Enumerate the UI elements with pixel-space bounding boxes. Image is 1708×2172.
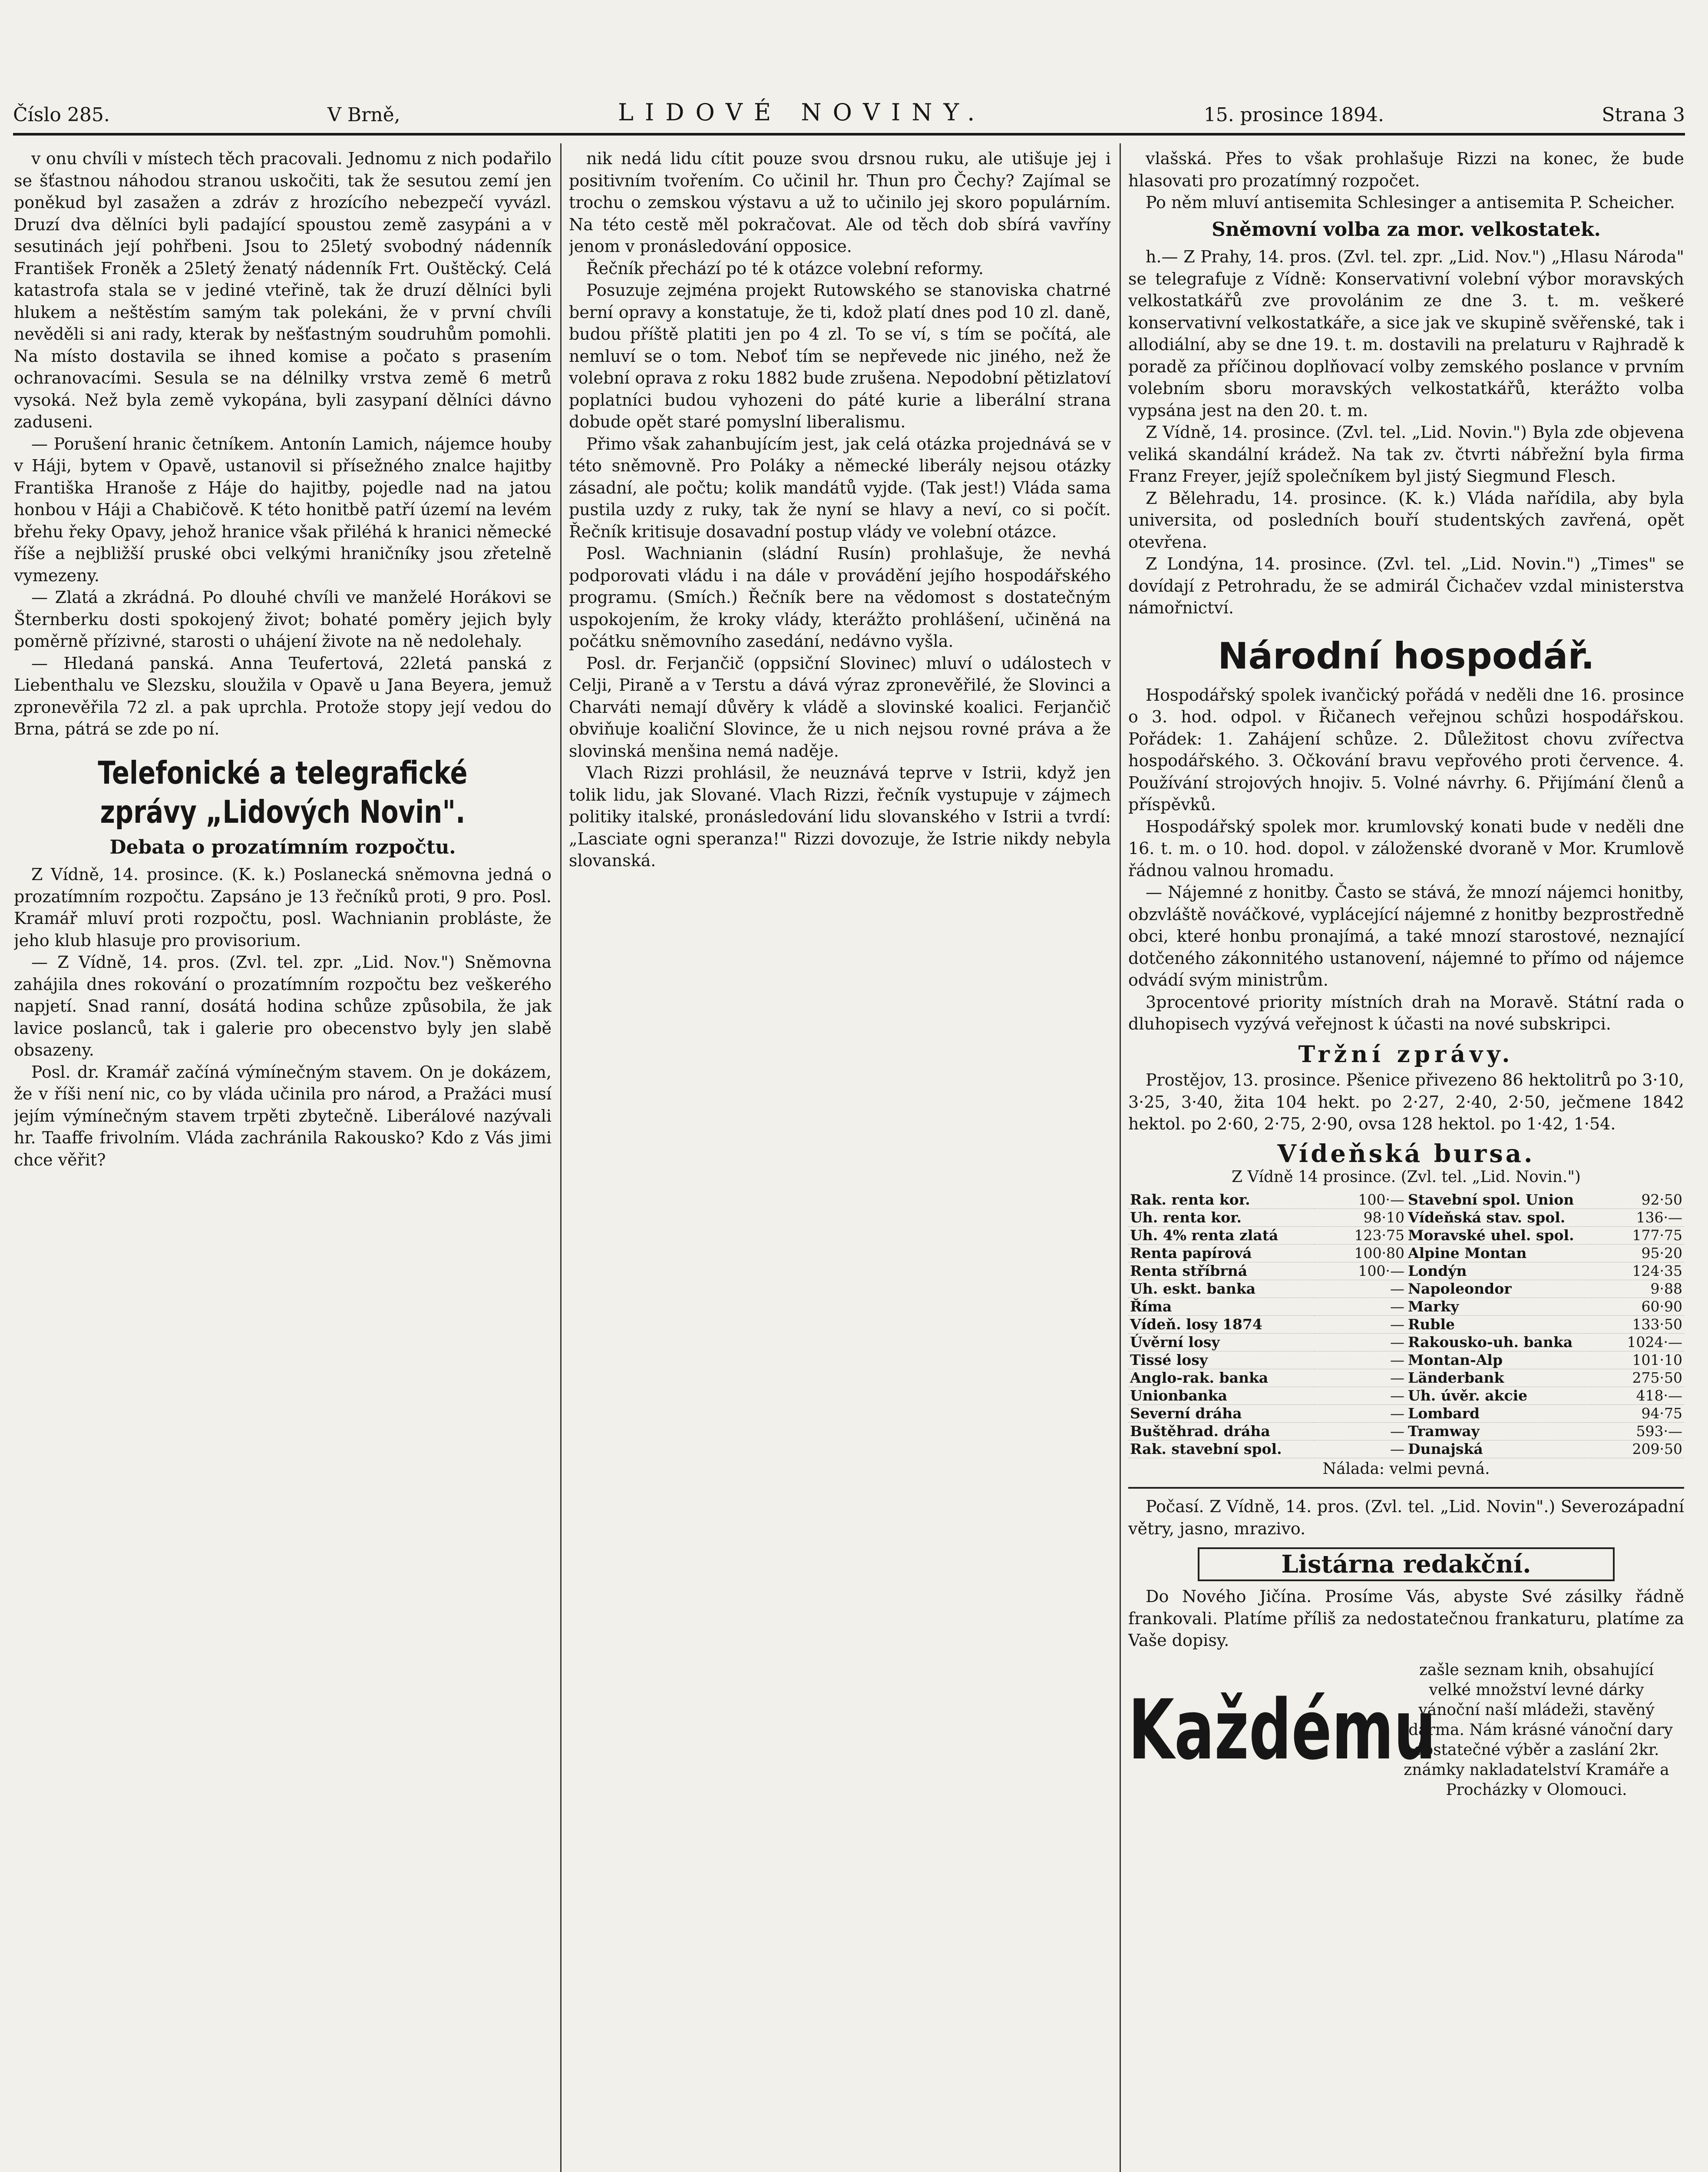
bursa-value: —	[1314, 1298, 1406, 1315]
article-paragraph: Hospodářský spolek mor. krumlovský konati bude v neděli dne 16. t. m. o 10. hod. dopol. v záloženské dvoraně v Mor. Krumlově řádnou valnou hromadu.	[1128, 817, 1684, 880]
bursa-value: —	[1314, 1351, 1406, 1369]
column-divider	[1120, 143, 1121, 2172]
bursa-value: 275·50	[1592, 1369, 1684, 1387]
bursa-item: Renta stříbrná	[1128, 1262, 1314, 1280]
bursa-row	[1128, 1280, 1684, 1298]
article-paragraph: Z Londýna, 14. prosince. (Zvl. tel. „Lid. Novin.") „Times" se dovídají z Petrohradu, že se admirál Čichačev vzdal ministerstva námořnictví.	[1128, 554, 1684, 617]
article-paragraph: nik nedá lidu cítit pouze svou drsnou ruku, ale utišuje jej i positivním tvořením. Co učinil hr. Thun pro Čechy? Zajímal se trochu o zemskou výstavu a už to učinilo jej skoro populárním. Na této cestě měl pokračovat. Ale od těch dob sbírá vavříny jenom v pronásledování opposice.	[569, 149, 1111, 256]
article-paragraph: Řečník přechází po té k otázce volební reformy.	[586, 258, 984, 278]
bursa-item: Ruble	[1406, 1315, 1592, 1333]
bursa-item: Renta papírová	[1128, 1244, 1314, 1262]
bursa-value: 95·20	[1592, 1244, 1684, 1262]
bursa-value: 60·90	[1592, 1298, 1684, 1315]
bursa-value: 98·10	[1314, 1209, 1406, 1226]
bursa-value: 593·—	[1592, 1422, 1684, 1440]
bursa-row	[1128, 1387, 1684, 1404]
bursa-table	[1128, 1191, 1684, 1458]
bursa-value: 1024·—	[1592, 1333, 1684, 1351]
city: V Brně,	[327, 104, 400, 126]
section-headline: Telefonické a telegrafické zprávy „Lidových Novin".	[98, 754, 468, 830]
bursa-item: Unionbanka	[1128, 1387, 1314, 1404]
bursa-value: 209·50	[1592, 1440, 1684, 1458]
article-paragraph: Z Bělehradu, 14. prosince. (K. k.) Vláda nařídila, aby byla universita, od posledních bouří studentských zavřená, opět otevřena.	[1128, 488, 1684, 552]
article-paragraph: Do Nového Jičína. Prosíme Vás, abyste Své zásilky řádně frankovali. Platíme příliš za nedostatečnou frankaturu, platíme za Vaše dopisy.	[1128, 1587, 1684, 1650]
bursa-value: —	[1314, 1280, 1406, 1298]
bursa-row	[1128, 1191, 1684, 1209]
article-paragraph: h.— Z Prahy, 14. pros. (Zvl. tel. zpr. „Lid. Nov.") „Hlasu Národa" se telegrafuje z Vídně: Konservativní volební výbor moravských velkostatkářů zve provolánim ze dne 3. t. m. veškeré konservativní velkostatkáře, a sice jak ve skupině svěřenské, tak i allodiální, aby se dne 19. t. m. dostavili na prelaturu v Rajhradě k poradě za příčinou doplňovací volby zemského poslance v prvním volebním sboru moravských velkostatkářů, kterážto volba vypsána jest na den 20. t. m.	[1128, 247, 1684, 420]
bursa-row	[1128, 1262, 1684, 1280]
bursa-row	[1128, 1298, 1684, 1315]
ad-headline: Každému	[1128, 1682, 1436, 1778]
bursa-item: Anglo-rak. banka	[1128, 1369, 1314, 1387]
page-number: Strana 3	[1602, 104, 1685, 126]
bursa-value: 100·—	[1314, 1191, 1406, 1209]
column-2	[569, 148, 1111, 2172]
bursa-value: —	[1314, 1387, 1406, 1404]
bursa-item: Montan-Alp	[1406, 1351, 1592, 1369]
article-paragraph: — Nájemné z honitby. Často se stává, že mnozí nájemci honitby, obzvláště nováčkové, vyplácející nájemné z honitby bezprostředně obci, které honbu pronajímá, a také mnozí starostové, neznající dotčeného zákonnitého ustanovení, nájemné to přímo od nájemce odvádí svým ministrům.	[1128, 883, 1684, 990]
article-paragraph: Po něm mluví antisemita Schlesinger a antisemita P. Scheicher.	[1146, 193, 1675, 212]
bursa-item: Londýn	[1406, 1262, 1592, 1280]
bursa-value: 418·—	[1592, 1387, 1684, 1404]
bursa-item: Moravské uhel. spol.	[1406, 1226, 1592, 1244]
subheadline: Sněmovní volba za mor. velkostatek.	[1212, 218, 1601, 241]
bursa-item: Rak. stavební spol.	[1128, 1440, 1314, 1458]
bursa-row	[1128, 1404, 1684, 1422]
bursa-row	[1128, 1422, 1684, 1440]
bursa-value: 94·75	[1592, 1404, 1684, 1422]
bursa-value: 100·80	[1314, 1244, 1406, 1262]
article-paragraph: Posuzuje zejména projekt Rutowského se stanoviska chatrné berní opravy a konstatuje, že ti, kdož platí dnes pod 10 zl. daně, budou příště platiti jen po 4 zl. To se ví, s tím se počítá, ale nemluví se o tom. Neboť tím se nepřevede nic jiného, než že volební oprava z roku 1882 bude zrušena. Nepodobní pětizlatoví poplatníci budou vyhozeni do páté kurie a liberální strana dobude opět staré pomyslní liberalismu.	[569, 281, 1111, 431]
column-1	[14, 148, 552, 2172]
bursa-value: 100·—	[1314, 1262, 1406, 1280]
bursa-dateline: Z Vídně 14 prosince. (Zvl. tel. „Lid. Novin.")	[1232, 1168, 1581, 1186]
bursa-value: —	[1314, 1315, 1406, 1333]
article-paragraph: 3procentové priority místních drah na Moravě. Státní rada o dluhopisech vyzývá veřejnost k účasti na nové subskripci.	[1128, 992, 1684, 1033]
bursa-value: 9·88	[1592, 1280, 1684, 1298]
bursa-value: 124·35	[1592, 1262, 1684, 1280]
masthead	[13, 87, 1685, 136]
bursa-value: 123·75	[1314, 1226, 1406, 1244]
bursa-value: 92·50	[1592, 1191, 1684, 1209]
column-divider	[560, 143, 562, 2172]
bursa-value: 101·10	[1592, 1351, 1684, 1369]
bursa-item: Tramway	[1406, 1422, 1592, 1440]
bursa-value: —	[1314, 1369, 1406, 1387]
bursa-item: Marky	[1406, 1298, 1592, 1315]
bursa-value: 136·—	[1592, 1209, 1684, 1226]
bursa-item: Uh. 4% renta zlatá	[1128, 1226, 1314, 1244]
article-paragraph: Posl. Wachnianin (sládní Rusín) prohlašuje, že nevhá podporovati vládu i na dále v provádění jejího hospodářského programu. (Smích.) Řečník bere na vědomost s dostatečným uspokojením, že kroky vlády, kterážto prohlášení, učiněná na počátku sněmovního zasedání, nedávno vyšla.	[569, 544, 1111, 651]
article-paragraph: — Hledaná panská. Anna Teufertová, 22letá panská z Liebenthalu ve Slezsku, sloužila v Opavě u Jana Beyera, jemuž zpronevěřila 72 zl. a pak uprchla. Protože stopy její vedou do Brna, pátrá se zde po ní.	[14, 653, 552, 738]
bursa-row	[1128, 1315, 1684, 1333]
bursa-row	[1128, 1333, 1684, 1351]
listarna-heading: Listárna redakční.	[1198, 1547, 1615, 1581]
article-paragraph: Posl. dr. Ferjančič (oppsiční Slovinec) mluví o událostech v Celji, Piraně a v Terstu a dává výraz zpronevěřilé, že Slovinci a Charváti nemají důvěry k vládě a slovinské koalici. Ferjančič obviňuje koaliční Slovince, že u nich nejsou rovné práva a že slovinská menšina nemá naděje.	[569, 653, 1111, 761]
bursa-item: Rak. renta kor.	[1128, 1191, 1314, 1209]
bursa-value: —	[1314, 1404, 1406, 1422]
bursa-item: Uh. eskt. banka	[1128, 1280, 1314, 1298]
article-paragraph: vlašská. Přes to však prohlašuje Rizzi na konec, že bude hlasovati pro prozatímný rozpočet.	[1128, 149, 1684, 190]
article-paragraph: — Z Vídně, 14. pros. (Zvl. tel. zpr. „Lid. Nov.") Sněmovna zahájila dnes rokování o prozatímním rozpočtu bez veškerého napjetí. Snad ranní, dosátá hodina schůze způsobila, že jak lavice poslanců, tak i galerie pro obecenstvo byly jen slabě obsazeny.	[14, 953, 552, 1060]
subheadline: Debata o prozatímním rozpočtu.	[109, 836, 456, 858]
bursa-headline: Vídeňská bursa.	[1277, 1139, 1535, 1168]
bursa-item: Napoleondor	[1406, 1280, 1592, 1298]
bursa-item: Vídeňská stav. spol.	[1406, 1209, 1592, 1226]
article-paragraph: — Zlatá a zkrádná. Po dlouhé chvíli ve manželé Horákovi se Šternberku dosti spokojený život; bohaté poměry jejich byly poměrně přízivné, starosti o uhájení živote na ně nedolehaly.	[14, 588, 552, 651]
article-paragraph: — Porušení hranic četníkem. Antonín Lamich, nájemce houby v Háji, bytem v Opavě, ustanovil si přísežného znalce hajitby Františka Hranoše z Háje do hajitby, pojedle nad na jatou honbou v Háji a Chabičově. K této honitbě patří území na levém břehu řeky Opavy, jehož hranice však přiléhá k hranici německé říše a nejbližší pruské obci velkými hraničníky jsou zřetelně vymezeny.	[14, 434, 552, 585]
article-paragraph: Prostějov, 13. prosince. Pšenice přivezeno 86 hektolitrů po 3·10, 3·25, 3·40, žita 104 hekt. po 2·27, 2·40, 2·50, ječmene 1842 hektol. po 2·60, 2·75, 2·90, ovsa 128 hektol. po 1·42, 1·54.	[1128, 1070, 1684, 1133]
bursa-item: Lombard	[1406, 1404, 1592, 1422]
bursa-item: Alpine Montan	[1406, 1244, 1592, 1262]
article-paragraph: Hospodářský spolek ivančický pořádá v neděli dne 16. prosince o 3. hod. odpol. v Řičanech veřejnou schůzi hospodářskou. Pořádek: 1. Zahájení schůze. 2. Důležitost chovu zvířectva hospodářského. 3. Očkování bravu vepřového proti července. 4. Používání strojových hnojiv. 5. Volné návrhy. 6. Přijímání členů a příspěvků.	[1128, 685, 1684, 814]
bursa-item: Rakousko-uh. banka	[1406, 1333, 1592, 1351]
bursa-row	[1128, 1244, 1684, 1262]
bursa-item: Tissé losy	[1128, 1351, 1314, 1369]
bursa-item: Buštěhrad. dráha	[1128, 1422, 1314, 1440]
issue-number: Číslo 285.	[13, 104, 110, 126]
issue-date: 15. prosince 1894.	[1203, 104, 1384, 126]
market-headline: Tržní zprávy.	[1298, 1041, 1514, 1068]
bursa-value: 133·50	[1592, 1315, 1684, 1333]
article-paragraph: Z Vídně, 14. prosince. (K. k.) Poslanecká sněmovna jedná o prozatímním rozpočtu. Zapsáno je 13 řečníků proti, 9 pro. Posl. Kramář mluví proti rozpočtu, posl. Wachnianin probláste, že jeho klub hlasuje pro provisorium.	[14, 865, 552, 950]
article-paragraph: Z Vídně, 14. prosince. (Zvl. tel. „Lid. Novin.") Byla zde objevena veliká skandální krádež. Na tak zv. čtvrti nábřežní byla firma Franz Freyer, jejíž společníkem byl jistý Siegmund Flesch.	[1128, 423, 1684, 486]
bursa-row	[1128, 1351, 1684, 1369]
bursa-row	[1128, 1209, 1684, 1226]
bursa-value: —	[1314, 1422, 1406, 1440]
article-paragraph: Přimo však zahanbujícím jest, jak celá otázka projednává se v této sněmovně. Pro Poláky a německé liberály nejsou otázky zásadní, ale počtu; kolik mandátů vyjde. (Tak jest!) Vláda sama pustila uzdy z ruky, tak že nyní se hlavy a neví, co si počít. Řečník kritisuje dosavadní postup vlády ve volební otázce.	[569, 434, 1111, 541]
bursa-value: 177·75	[1592, 1226, 1684, 1244]
bursa-item: Vídeň. losy 1874	[1128, 1315, 1314, 1333]
bursa-row	[1128, 1226, 1684, 1244]
article-paragraph: Posl. dr. Kramář začíná výmínečným stavem. On je dokázem, že v říši není nic, co by vláda učinila pro národ, a Pražáci musí jejím výmínečným stavem trpěti zbytečně. Liberálové nazývali hr. Taaffe frivolním. Vláda zachránila Rakousko? Kdo z Vás jimi chce věřit?	[14, 1062, 552, 1169]
bursa-note: Nálada: velmi pevná.	[1322, 1460, 1490, 1478]
bursa-item: Úvěrní losy	[1128, 1333, 1314, 1351]
bursa-item: Říma	[1128, 1298, 1314, 1315]
bursa-value: —	[1314, 1440, 1406, 1458]
advertisement	[1128, 1660, 1684, 1800]
bursa-row	[1128, 1369, 1684, 1387]
column-3	[1128, 148, 1684, 2172]
bursa-item: Severní dráha	[1128, 1404, 1314, 1422]
bursa-item: Stavební spol. Union	[1406, 1191, 1592, 1209]
section-headline: Národní hospodář.	[1218, 634, 1595, 677]
ad-text: zašle seznam knih, obsahující velké množství levné dárky vánoční naší mládeži, stavěný zdarma. Nám krásné vánoční dary dostatečné výběr a zaslání 2kr. známky nakladatelství Kramáře a Procházky v Olomouci.	[1400, 1661, 1673, 1799]
bursa-item: Uh. úvěr. akcie	[1406, 1387, 1592, 1404]
bursa-row	[1128, 1440, 1684, 1458]
weather-paragraph: Počasí. Z Vídně, 14. pros. (Zvl. tel. „Lid. Novin".) Severozápadní větry, jasno, mrazivo.	[1128, 1497, 1684, 1538]
bursa-item: Länderbank	[1406, 1369, 1592, 1387]
bursa-item: Uh. renta kor.	[1128, 1209, 1314, 1226]
divider	[1128, 1487, 1684, 1489]
bursa-item: Dunajská	[1406, 1440, 1592, 1458]
article-paragraph: v onu chvíli v místech těch pracovali. Jednomu z nich podařilo se šťastnou náhodou stranou uskočiti, tak že sesutou zemí jen poněkud byl zasažen a zdráv z hrozícího nebezpečí vyvázl. Druzí dva dělníci byli padající spoustou země zasypáni a v sesutinách její pohřbeni. Jsou to 25letý svobodný nádenník František Froněk a 25letý ženatý nádenník Frt. Ouštěcký. Celá katastrofa stala se v jediné vteřině, tak že druzí dělníci byli hlukem a neštěstím samým tak polekáni, že v první chvíli nevěděli si ani rady, kterak by nešťastným soudruhům pomohli. Na místo dostavila se ihned komise a počato s prasením ochranovacími. Sesula se na délnilky vrstva země 6 metrů vysoká. Než byla země vykopána, byli zasypaní dělníci dávno zaduseni.	[14, 149, 552, 431]
newspaper-title: LIDOVÉ NOVINY.	[618, 99, 986, 126]
bursa-value: —	[1314, 1333, 1406, 1351]
article-paragraph: Vlach Rizzi prohlásil, že neuznává teprve v Istrii, když jen tolik lidu, jak Slované. Vlach Rizzi, řečník vystupuje v zájmech politiky italské, pronásledování lidu slovanského v Istrii a tvrdí: „Lasciate ogni speranza!" Rizzi dovozuje, že Istrie nikdy nebyla slovanská.	[569, 763, 1111, 870]
